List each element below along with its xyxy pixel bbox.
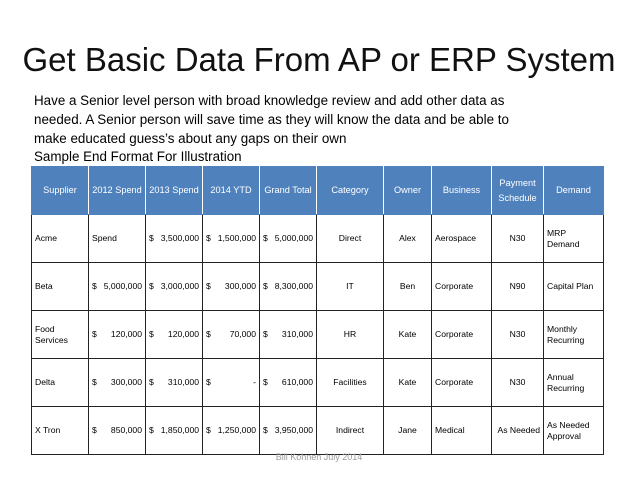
- owner-cell: Kate: [384, 311, 432, 359]
- amount: 5,000,000: [103, 281, 142, 291]
- amount: 300,000: [110, 377, 142, 387]
- currency-symbol: $: [263, 425, 268, 435]
- table-row: [32, 407, 604, 455]
- supplier-cell: Acme: [32, 215, 89, 263]
- amount: 300,000: [224, 281, 256, 291]
- currency-symbol: $: [92, 281, 97, 291]
- amount: 1,250,000: [217, 425, 256, 435]
- owner-cell: Jane: [384, 407, 432, 455]
- grand-total-cell: [260, 215, 317, 263]
- column-header-2014-ytd: 2014 YTD: [203, 167, 260, 215]
- spend-2012-cell: [89, 311, 146, 359]
- spend-2013-cell: [146, 263, 203, 311]
- business-cell: Corporate: [432, 359, 492, 407]
- ytd-2014-cell: [203, 263, 260, 311]
- currency-symbol: $: [149, 281, 154, 291]
- amount: -: [253, 377, 256, 387]
- spend-2013-cell: [146, 359, 203, 407]
- business-cell: Medical: [432, 407, 492, 455]
- amount: 1,500,000: [217, 233, 256, 243]
- grand-total-cell: [260, 311, 317, 359]
- intro-text: [34, 91, 594, 148]
- demand-cell: Capital Plan: [544, 263, 604, 311]
- business-cell: Corporate: [432, 311, 492, 359]
- currency-symbol: $: [263, 281, 268, 291]
- amount: 8,300,000: [274, 281, 313, 291]
- category-cell: Facilities: [317, 359, 384, 407]
- amount: 120,000: [110, 329, 142, 339]
- payment-schedule-cell: N90: [492, 263, 544, 311]
- table-row: [32, 359, 604, 407]
- amount: 5,000,000: [274, 233, 313, 243]
- amount: 850,000: [110, 425, 142, 435]
- column-header-owner: Owner: [384, 167, 432, 215]
- currency-symbol: $: [263, 233, 268, 243]
- currency-symbol: $: [149, 425, 154, 435]
- grand-total-cell: [260, 263, 317, 311]
- column-header-payment-schedule: Payment Schedule: [492, 167, 544, 215]
- amount: 3,500,000: [160, 233, 199, 243]
- amount: 70,000: [229, 329, 256, 339]
- column-header-business: Business: [432, 167, 492, 215]
- payment-schedule-cell: N30: [492, 311, 544, 359]
- ytd-2014-cell: [203, 311, 260, 359]
- ytd-2014-cell: [203, 215, 260, 263]
- amount: 310,000: [281, 329, 313, 339]
- supplier-cell: Food Services: [32, 311, 89, 359]
- payment-schedule-cell: N30: [492, 215, 544, 263]
- column-header-grand-total: Grand Total: [260, 167, 317, 215]
- spend-2012-cell: [89, 359, 146, 407]
- table-row: [32, 311, 604, 359]
- payment-schedule-cell: N30: [492, 359, 544, 407]
- column-header-demand: Demand: [544, 167, 604, 215]
- currency-symbol: $: [149, 329, 154, 339]
- column-header-supplier: Supplier: [32, 167, 89, 215]
- currency-symbol: $: [149, 377, 154, 387]
- slide-title: Get Basic Data From AP or ERP System: [22, 41, 616, 78]
- grand-total-cell: [260, 359, 317, 407]
- amount: 610,000: [281, 377, 313, 387]
- table-header-row: [32, 167, 604, 215]
- category-cell: Indirect: [317, 407, 384, 455]
- category-cell: Direct: [317, 215, 384, 263]
- amount: 3,000,000: [160, 281, 199, 291]
- owner-cell: Ben: [384, 263, 432, 311]
- intro-line: Have a Senior level person with broad knowledge review and add other data as: [34, 93, 505, 108]
- owner-cell: Kate: [384, 359, 432, 407]
- currency-symbol: $: [92, 425, 97, 435]
- supplier-cell: Delta: [32, 359, 89, 407]
- supplier-cell: X Tron: [32, 407, 89, 455]
- demand-cell: As Needed Approval: [544, 407, 604, 455]
- supplier-data-table: [31, 166, 604, 455]
- spend-2013-cell: [146, 311, 203, 359]
- demand-cell: Monthly Recurring: [544, 311, 604, 359]
- grand-total-cell: [260, 407, 317, 455]
- currency-symbol: $: [263, 377, 268, 387]
- ytd-2014-cell: [203, 407, 260, 455]
- intro-line: needed. A Senior person will save time as they will know the data and be able to: [34, 112, 509, 127]
- spend-2012-cell: [89, 263, 146, 311]
- table-row: [32, 263, 604, 311]
- table-caption: Sample End Format For Illustration: [34, 149, 242, 164]
- demand-cell: MRP Demand: [544, 215, 604, 263]
- currency-symbol: $: [206, 377, 211, 387]
- amount: 120,000: [167, 329, 199, 339]
- spend-2013-cell: [146, 215, 203, 263]
- column-header-2013-spend: 2013 Spend: [146, 167, 203, 215]
- amount: 310,000: [167, 377, 199, 387]
- intro-line: make educated guess’s about any gaps on their own: [34, 131, 347, 146]
- demand-cell: Annual Recurring: [544, 359, 604, 407]
- currency-symbol: $: [206, 329, 211, 339]
- amount: 3,950,000: [274, 425, 313, 435]
- table-row: [32, 215, 604, 263]
- currency-symbol: $: [92, 329, 97, 339]
- ytd-2014-cell: [203, 359, 260, 407]
- column-header-2012-spend: 2012 Spend: [89, 167, 146, 215]
- spend-2012-cell: [89, 407, 146, 455]
- business-cell: Corporate: [432, 263, 492, 311]
- category-cell: IT: [317, 263, 384, 311]
- currency-symbol: $: [206, 425, 211, 435]
- currency-symbol: $: [92, 377, 97, 387]
- currency-symbol: $: [263, 329, 268, 339]
- owner-cell: Alex: [384, 215, 432, 263]
- category-cell: HR: [317, 311, 384, 359]
- currency-symbol: $: [206, 281, 211, 291]
- payment-schedule-cell: As Needed: [492, 407, 544, 455]
- supplier-cell: Beta: [32, 263, 89, 311]
- spend-2013-cell: [146, 407, 203, 455]
- currency-symbol: $: [206, 233, 211, 243]
- footer-credit: Bill Kohnen July 2014: [275, 452, 363, 462]
- currency-symbol: $: [149, 233, 154, 243]
- column-header-category: Category: [317, 167, 384, 215]
- amount: 1,850,000: [160, 425, 199, 435]
- business-cell: Aerospace: [432, 215, 492, 263]
- spend-2012-cell: Spend: [89, 215, 146, 263]
